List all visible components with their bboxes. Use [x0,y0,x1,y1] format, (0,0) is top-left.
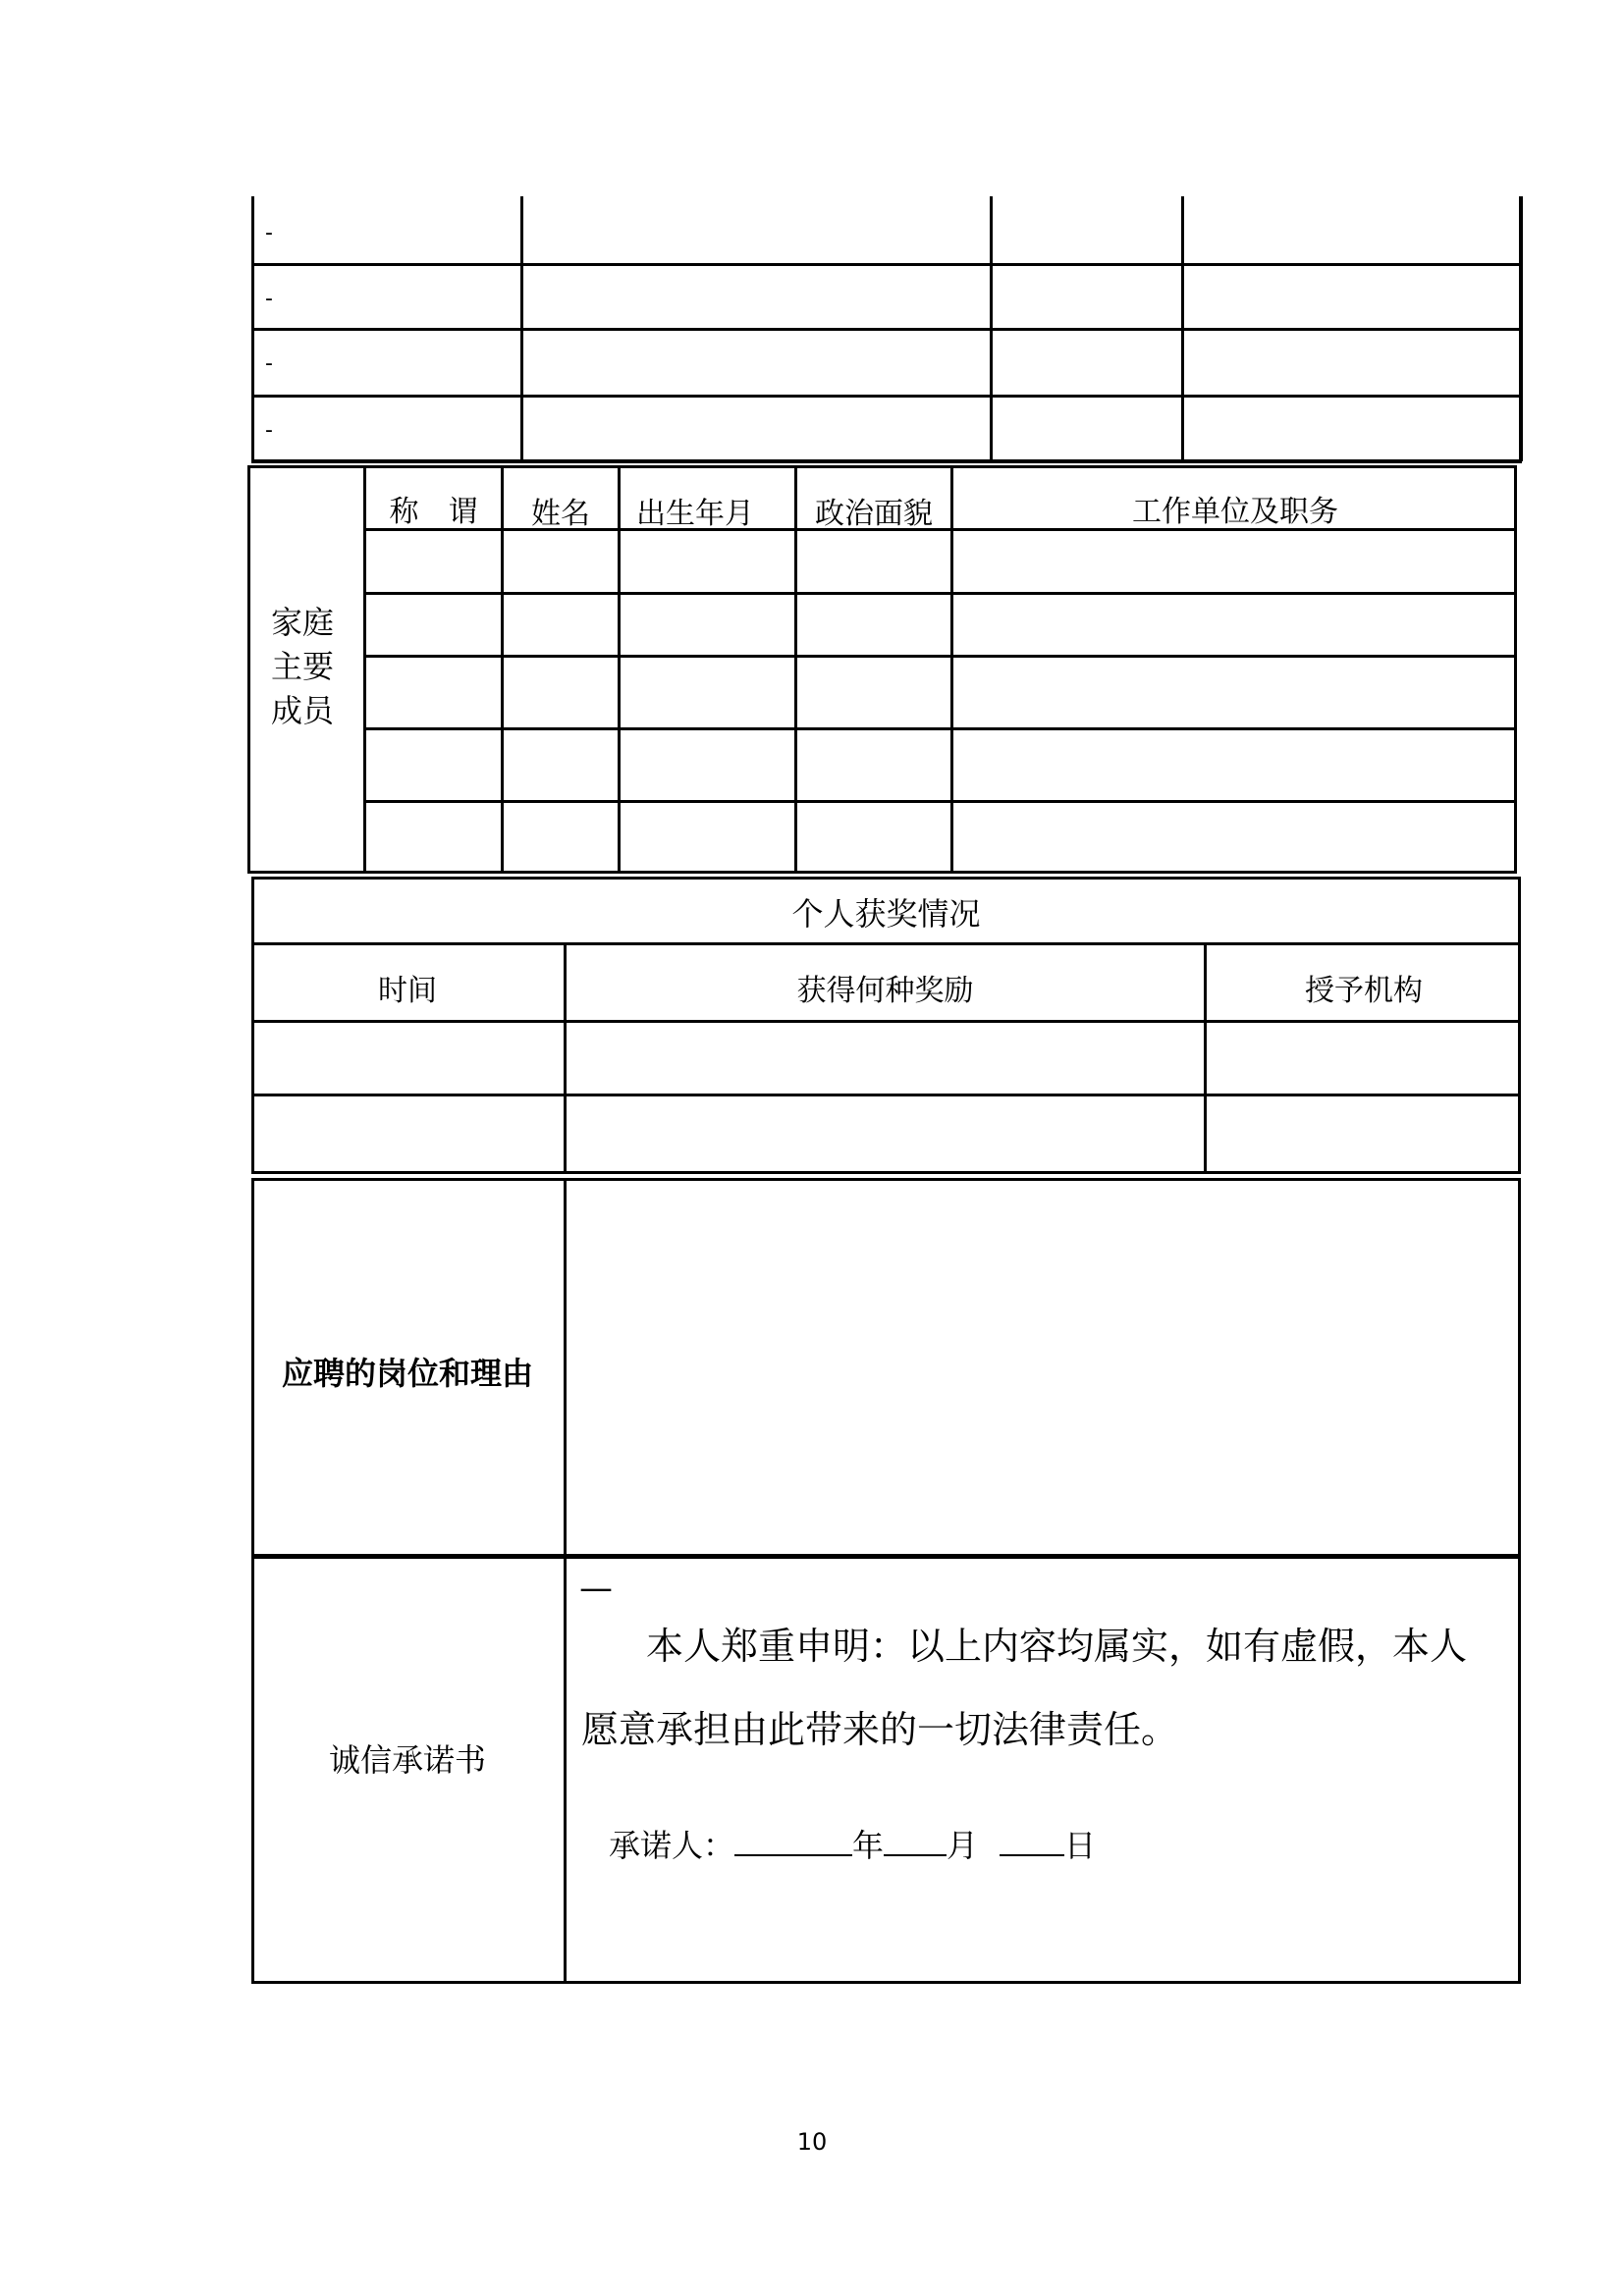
month-blank[interactable] [884,1825,947,1856]
page-number: 10 [796,2128,828,2156]
signer-label: 承诺人： [609,1827,735,1864]
awards-title: 个人获奖情况 [791,895,981,933]
table-row-marker: - [265,351,273,376]
application-content-field[interactable] [567,1181,1518,1554]
signature-row [609,1821,1096,1866]
header-birth-date: 出生年月 [636,497,754,531]
pledge-dash: — [579,1569,613,1608]
header-political-status: 政治面貌 [815,497,933,531]
header-award-type: 获得何种奖励 [796,974,974,1008]
header-relation: 称 谓 [389,495,478,529]
header-time: 时间 [378,974,437,1008]
year-label: 年 [852,1827,885,1864]
pledge-label: 诚信承诺书 [328,1741,486,1779]
pledge-line-2: 愿意承担由此带来的一切法律责任。 [581,1708,1179,1751]
table-row-marker: - [265,221,273,245]
month-label: 月 [947,1827,979,1864]
header-granting-org: 授予机构 [1305,974,1423,1008]
day-blank[interactable] [1000,1825,1064,1856]
signer-blank[interactable] [734,1825,852,1856]
header-name: 姓名 [531,497,590,531]
application-label: 应聘的岗位和理由 [281,1355,533,1392]
pledge-line-1: 本人郑重申明：以上内容均属实，如有虚假，本人 [646,1625,1468,1668]
day-label: 日 [1064,1827,1097,1864]
header-employer-position: 工作单位及职务 [1132,495,1338,529]
table-row-marker: - [265,418,273,443]
table-row-marker: - [265,287,273,311]
family-section-label: 家庭 主要 成员 [271,604,335,729]
